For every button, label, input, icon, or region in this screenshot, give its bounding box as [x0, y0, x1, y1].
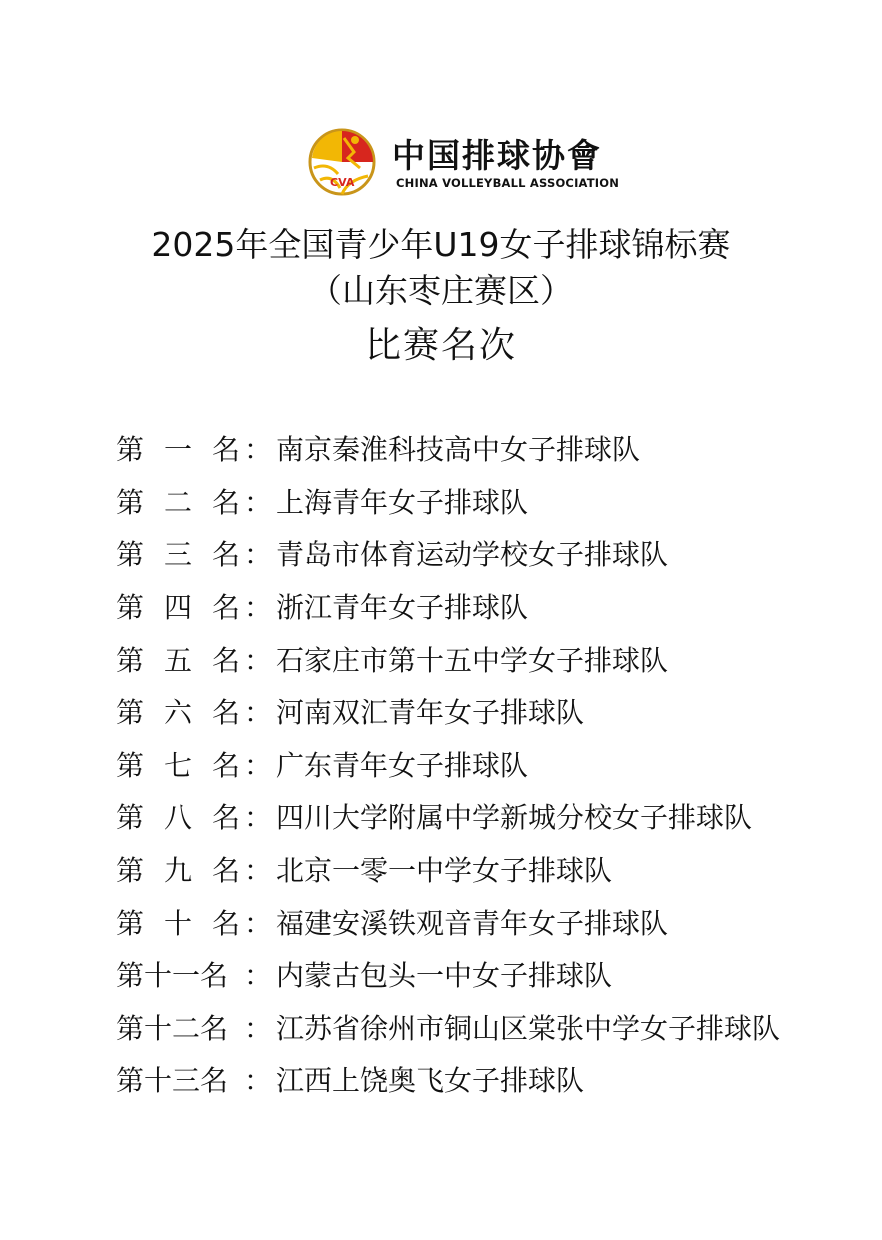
event-title: 2025年全国青少年U19女子排球锦标赛 — [151, 225, 731, 264]
rank-label — [116, 954, 240, 994]
rank-label-part: 名 — [211, 801, 240, 835]
rank-label-part: 五 — [163, 643, 192, 677]
rank-label — [116, 691, 240, 731]
rank-label-part: 第 — [116, 643, 145, 677]
rank-label — [116, 902, 240, 942]
rank-label — [116, 1059, 240, 1099]
ranking-row — [116, 843, 856, 896]
team-name: 南京秦淮科技高中女子排球队 — [276, 433, 641, 467]
rank-colon: ： — [243, 433, 272, 467]
rank-colon: ： — [243, 1064, 272, 1098]
rank-label-part: 九 — [163, 854, 192, 888]
team-name: 广东青年女子排球队 — [276, 748, 529, 782]
team-name: 石家庄市第十五中学女子排球队 — [276, 643, 669, 677]
rank-label-part: 名 — [211, 485, 240, 519]
ranking-row — [116, 422, 856, 475]
rank-label-part: 名 — [211, 538, 240, 572]
rank-label — [116, 586, 240, 626]
team-name: 北京一零一中学女子排球队 — [276, 854, 613, 888]
ranking-row — [116, 632, 856, 685]
rank-label — [116, 481, 240, 521]
rank-colon: ： — [243, 748, 272, 782]
ranking-row — [116, 895, 856, 948]
rank-label-part: 第 — [116, 591, 145, 625]
rank-label-part: 七 — [163, 748, 192, 782]
rank-label-part: 第 — [116, 748, 145, 782]
team-name: 江西上饶奥飞女子排球队 — [276, 1064, 585, 1098]
rank-label-part: 名 — [211, 854, 240, 888]
rank-label-part: 名 — [211, 643, 240, 677]
association-logo — [308, 128, 620, 198]
rank-label — [116, 1007, 240, 1047]
ranking-row — [116, 685, 856, 738]
rank-label-part: 名 — [211, 748, 240, 782]
rank-label — [116, 428, 240, 468]
rank-label-part: 第 — [116, 538, 145, 572]
rank-label — [116, 639, 240, 679]
event-region: （山东枣庄赛区） — [309, 271, 573, 310]
logo-english-name: CHINA VOLLEYBALL ASSOCIATION — [396, 176, 620, 190]
rank-label-part: 名 — [211, 433, 240, 467]
rank-label-part: 四 — [163, 591, 192, 625]
team-name: 河南双汇青年女子排球队 — [276, 696, 585, 730]
team-name: 青岛市体育运动学校女子排球队 — [276, 538, 669, 572]
rank-label-part: 第 — [116, 801, 145, 835]
team-name: 内蒙古包头一中女子排球队 — [276, 959, 613, 993]
rank-label-part: 二 — [163, 485, 192, 519]
rank-colon: ： — [243, 959, 272, 993]
rank-colon: ： — [243, 538, 272, 572]
rank-label-part: 一 — [163, 433, 192, 467]
team-name: 上海青年女子排球队 — [276, 485, 529, 519]
ranking-row — [116, 1053, 856, 1106]
ranking-row — [116, 948, 856, 1001]
team-name: 四川大学附属中学新城分校女子排球队 — [276, 801, 753, 835]
rank-label — [116, 533, 240, 573]
rank-label — [116, 849, 240, 889]
rank-label-part: 第 — [116, 906, 145, 940]
rank-label-part: 第 — [116, 433, 145, 467]
team-name: 江苏省徐州市铜山区棠张中学女子排球队 — [276, 1011, 781, 1045]
team-name: 浙江青年女子排球队 — [276, 591, 529, 625]
rank-label-part: 三 — [163, 538, 192, 572]
rank-label-part: 第 — [116, 485, 145, 519]
ranking-row — [116, 1001, 856, 1054]
rank-label — [116, 744, 240, 784]
rank-label-part: 名 — [211, 906, 240, 940]
volleyball-emblem-icon — [308, 128, 376, 196]
rank-label-part: 八 — [163, 801, 192, 835]
rank-label-part: 六 — [163, 696, 192, 730]
rank-label-part: 名 — [211, 696, 240, 730]
rank-label-part: 十 — [163, 906, 192, 940]
rank-colon: ： — [243, 643, 272, 677]
rank-colon: ： — [243, 696, 272, 730]
rank-colon: ： — [243, 591, 272, 625]
ranking-row — [116, 738, 856, 791]
rankings-list — [116, 422, 856, 1106]
ranking-row — [116, 527, 856, 580]
rank-label-part: 第 — [116, 696, 145, 730]
ranking-row — [116, 580, 856, 633]
emblem-cva-text: CVA — [330, 176, 355, 189]
rank-label-part: 名 — [211, 591, 240, 625]
team-name: 福建安溪铁观音青年女子排球队 — [276, 906, 669, 940]
ranking-row — [116, 475, 856, 528]
rank-label-part: 第 — [116, 854, 145, 888]
logo-chinese-name: 中国排球协會 — [392, 136, 602, 175]
ranking-row — [116, 790, 856, 843]
rank-colon: ： — [243, 801, 272, 835]
rank-label-part: 第十二名 — [116, 1011, 229, 1045]
rank-colon: ： — [243, 854, 272, 888]
rank-colon: ： — [243, 1011, 272, 1045]
rank-label-part: 第十三名 — [116, 1064, 229, 1098]
rank-colon: ： — [243, 485, 272, 519]
rank-label — [116, 796, 240, 836]
page-title: 比赛名次 — [364, 325, 517, 366]
rank-label-part: 第十一名 — [116, 959, 229, 993]
rank-colon: ： — [243, 906, 272, 940]
